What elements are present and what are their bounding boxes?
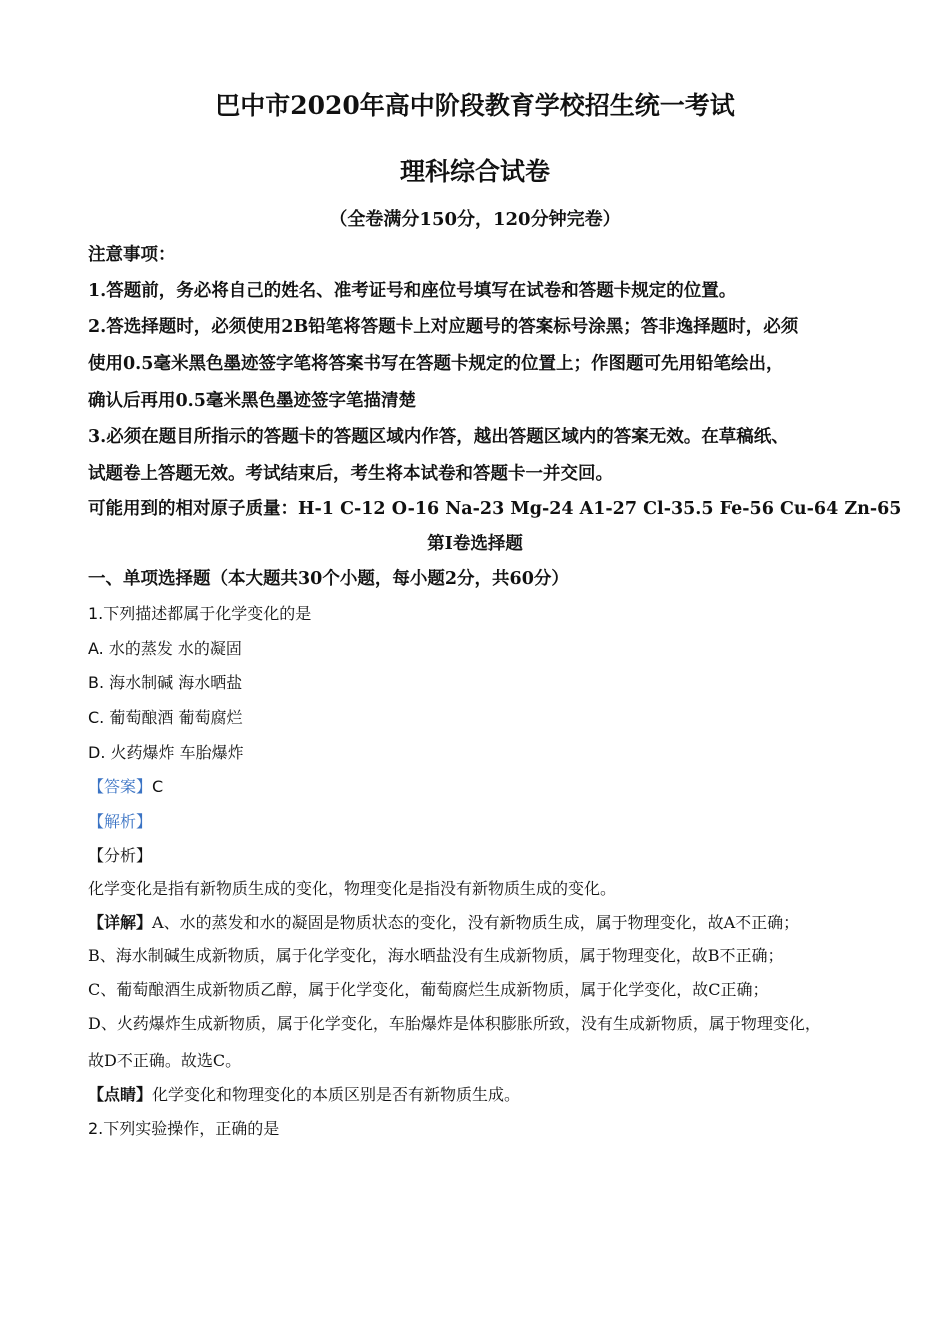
option-text: 葡萄酿酒 葡萄腐烂: [109, 708, 243, 727]
question-1-stem: [88, 601, 311, 624]
analysis-label: 【解析】: [88, 812, 153, 831]
option-text: 海水制碱 海水晒盐: [109, 673, 243, 692]
notice-line-2c: 确认后再用0.5毫米黑色墨迹签字笔描清楚: [88, 391, 416, 411]
option-b: [88, 670, 242, 693]
question-2-stem: [88, 1116, 279, 1139]
answer-line: [88, 774, 163, 797]
detail-c: C、葡萄酿酒生成新物质乙醇，属于化学变化，葡萄腐烂生成新物质，属于化学变化，故C正确；: [88, 980, 769, 999]
option-letter: D.: [88, 743, 106, 762]
detail-d2: 故D不正确。故选C。: [88, 1051, 242, 1070]
option-a: [88, 636, 242, 659]
answer-label: 【答案】: [88, 777, 153, 796]
dianjing-label: 【点睛】: [88, 1085, 153, 1104]
notice-line-3a: 3.必须在题目所指示的答题卡的答题区域内作答，越出答题区域内的答案无效。在草稿纸、: [88, 427, 789, 447]
option-c: [88, 705, 242, 728]
option-letter: B.: [88, 673, 105, 692]
atomic-masses: 可能用到的相对原子质量：H-1 C-12 O-16 Na-23 Mg-24 A1-27 Cl-35.5 Fe-56 Cu-64 Zn-65: [88, 499, 902, 519]
dianjing-text: 化学变化和物理变化的本质区别是否有新物质生成。: [152, 1085, 521, 1104]
page-title: 巴中市2020年高中阶段教育学校招生统一考试: [215, 91, 735, 120]
notice-line-1: 1.答题前，务必将自己的姓名、准考证号和座位号填写在试卷和答题卡规定的位置。: [88, 281, 737, 301]
option-d: [88, 740, 244, 763]
fenxi-label: 【分析】: [88, 846, 153, 865]
notice-line-3b: 试题卷上答题无效。考试结束后，考生将本试卷和答题卡一并交回。: [88, 464, 613, 484]
detail-label: 【详解】: [88, 913, 153, 932]
option-letter: C.: [88, 708, 105, 727]
question-text: 下列实验操作，正确的是: [103, 1119, 280, 1138]
detail-b: B、海水制碱生成新物质，属于化学变化，海水晒盐没有生成新物质，属于物理变化，故B不正确；: [88, 946, 784, 965]
notice-heading: 注意事项：: [88, 245, 176, 265]
section-title: 一、单项选择题（本大题共30个小题，每小题2分，共60分）: [88, 569, 569, 589]
fenxi-text: 化学变化是指有新物质生成的变化，物理变化是指没有新物质生成的变化。: [88, 879, 617, 898]
detail-d1: D、火药爆炸生成新物质，属于化学变化，车胎爆炸是体积膨胀所致，没有生成新物质，属于物理变化，: [88, 1014, 821, 1033]
question-number: 1.: [88, 604, 104, 623]
option-letter: A.: [88, 639, 104, 658]
notice-line-2b: 使用0.5毫米黑色墨迹签字笔将答案书写在答题卡规定的位置上；作图题可先用铅笔绘出，: [88, 354, 784, 374]
detail-a-text: A、水的蒸发和水的凝固是物质状态的变化，没有新物质生成，属于物理变化，故A不正确；: [152, 913, 800, 932]
dianjing-line: [88, 1082, 520, 1105]
part-title: 第Ⅰ卷选择题: [427, 534, 523, 554]
option-text: 水的蒸发 水的凝固: [108, 639, 242, 658]
question-text: 下列描述都属于化学变化的是: [103, 604, 312, 623]
option-text: 火药爆炸 车胎爆炸: [110, 743, 244, 762]
page-subtitle: 理科综合试卷: [399, 157, 550, 186]
answer-value: C: [152, 777, 164, 796]
notice-line-2a: 2.答选择题时，必须使用2B铅笔将答题卡上对应题号的答案标号涂黑；答非逸择题时，必须: [88, 317, 799, 337]
question-number: 2.: [88, 1119, 104, 1138]
exam-info: （全卷满分150分，120分钟完卷）: [329, 209, 621, 230]
detail-a: [88, 910, 799, 933]
